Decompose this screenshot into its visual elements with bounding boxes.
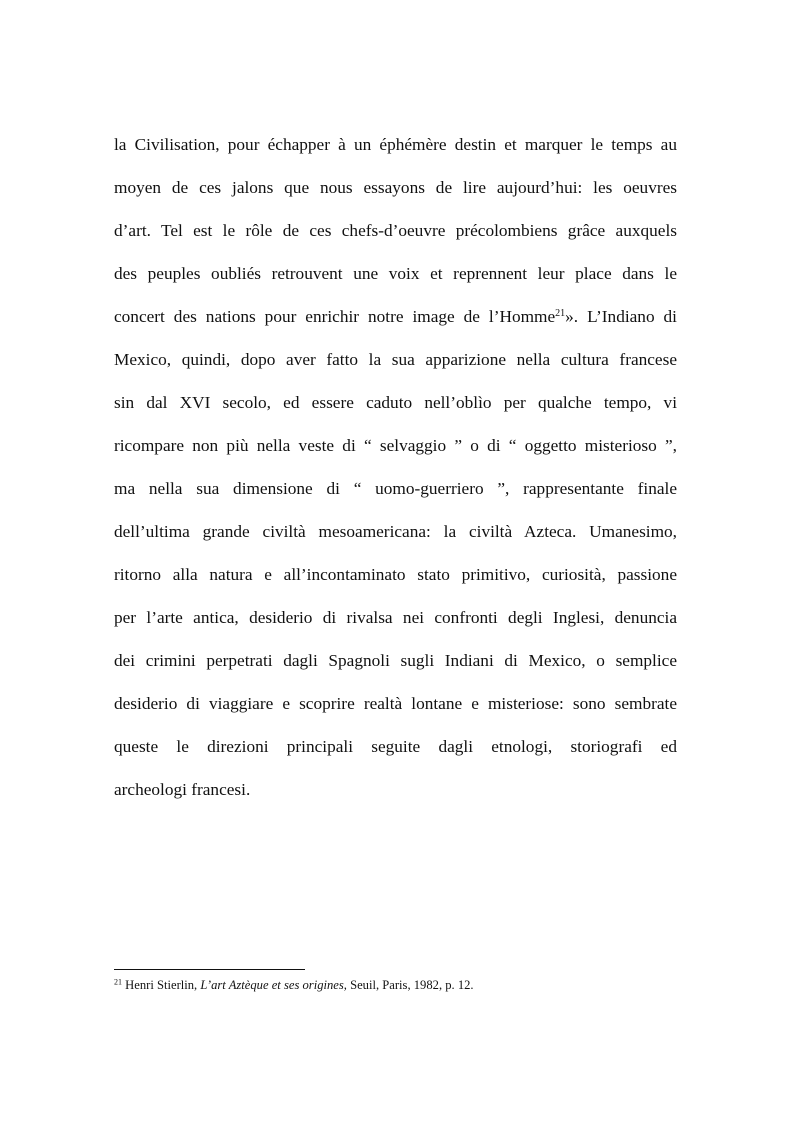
main-paragraph bbox=[114, 123, 677, 811]
text-fragment: concert des nations pour enrichir notre image de l’Homme bbox=[114, 307, 556, 326]
footnote bbox=[114, 977, 474, 993]
footnote-author: Henri Stierlin, bbox=[125, 978, 201, 992]
text-line: ma nella sua dimensione di “ uomo-guerriero ”, rappresentante finale bbox=[114, 479, 677, 498]
footnote-publication: Seuil, Paris, 1982, p. 12. bbox=[346, 978, 474, 992]
footnote-divider bbox=[114, 969, 305, 970]
text-line-with-footnote-ref bbox=[114, 295, 677, 338]
footnote-reference[interactable]: 21 bbox=[555, 308, 566, 319]
text-line: sin dal XVI secolo, ed essere caduto nell’oblìo per qualche tempo, vi bbox=[114, 393, 677, 412]
text-line: dei crimini perpetrati dagli Spagnoli sugli Indiani di Mexico, o semplice bbox=[114, 651, 677, 670]
text-line: la Civilisation, pour échapper à un éphémère destin et marquer le temps au bbox=[114, 135, 677, 154]
text-line: per l’arte antica, desiderio di rivalsa nei confronti degli Inglesi, denuncia bbox=[114, 608, 677, 627]
text-line: Mexico, quindi, dopo aver fatto la sua apparizione nella cultura francese bbox=[114, 350, 677, 369]
text-line: queste le direzioni principali seguite dagli etnologi, storiografi ed bbox=[114, 737, 677, 756]
text-fragment: ». L’Indiano di bbox=[565, 307, 677, 326]
text-line: dell’ultima grande civiltà mesoamericana: la civiltà Azteca. Umanesimo, bbox=[114, 522, 677, 541]
footnote-number: 21 bbox=[114, 977, 122, 987]
footnote-title: L’art Aztèque et ses origines, bbox=[200, 978, 347, 992]
text-line: desiderio di viaggiare e scoprire realtà lontane e misteriose: sono sembrate bbox=[114, 694, 677, 713]
text-line: ritorno alla natura e all’incontaminato stato primitivo, curiosità, passione bbox=[114, 565, 677, 584]
text-line: ricompare non più nella veste di “ selvaggio ” o di “ oggetto misterioso ”, bbox=[114, 436, 677, 455]
text-line: moyen de ces jalons que nous essayons de lire aujourd’hui: les oeuvres bbox=[114, 178, 677, 197]
text-line: des peuples oubliés retrouvent une voix et reprennent leur place dans le bbox=[114, 264, 677, 283]
text-line: archeologi francesi. bbox=[114, 780, 251, 799]
text-line: d’art. Tel est le rôle de ces chefs-d’oeuvre précolombiens grâce auxquels bbox=[114, 221, 677, 240]
